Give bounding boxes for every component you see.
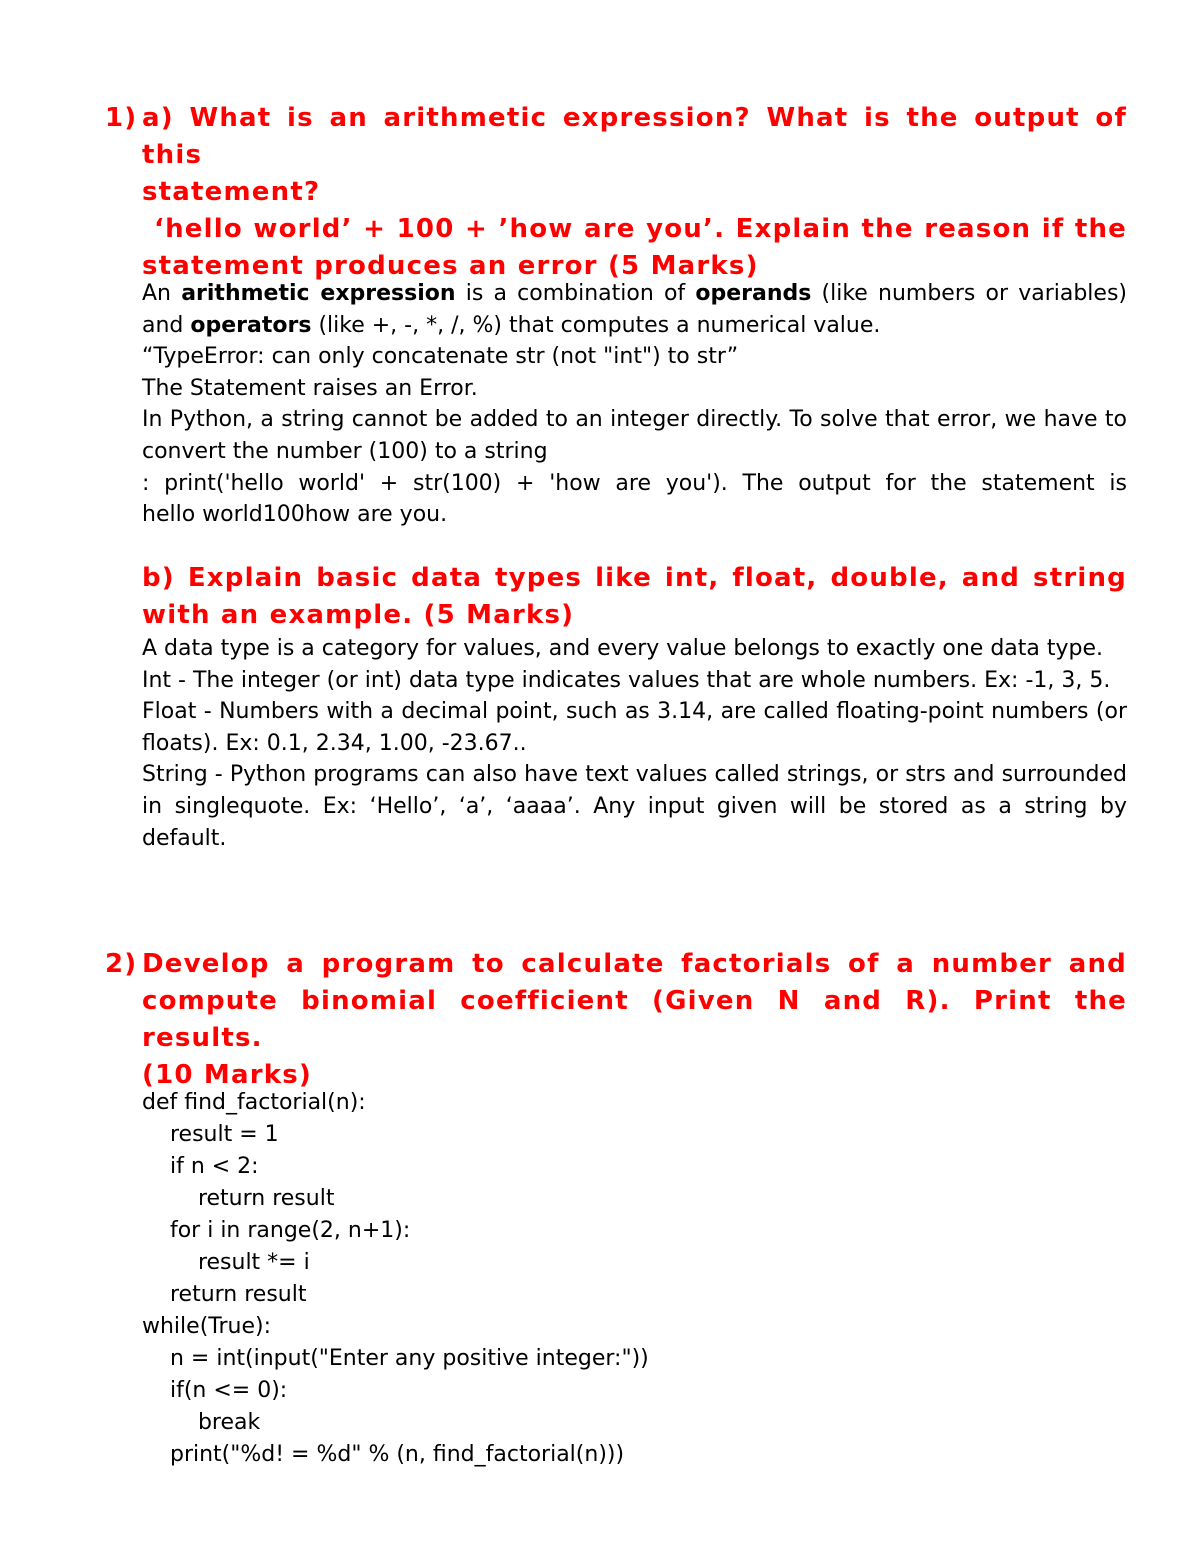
term-operands: operands <box>695 281 812 306</box>
datatype-int: Int - The integer (or int) data type indicates values that are whole numbers. Ex: -1, 3, 5. <box>142 667 1111 693</box>
output-text: hello world100how are you. <box>142 502 448 528</box>
code-line: def find_factorial(n): <box>142 1090 366 1115</box>
fix-line: : print('hello world' + str(100) + 'how are you'). The output for the statement is <box>142 470 1127 496</box>
raises-error-text: The Statement raises an Error. <box>142 375 478 401</box>
question-line: a) What is an arithmetic expression? What is the output of this <box>142 103 1127 170</box>
question-1a <box>105 100 1127 285</box>
question-1b: b) Explain basic data types like int, float, double, and string with an example. (5 Marks) <box>142 563 1127 630</box>
code-line: if(n <= 0): <box>142 1378 288 1403</box>
question-number: 2) <box>105 949 138 979</box>
question-line: statement? <box>142 177 321 207</box>
code-line: return result <box>142 1186 335 1211</box>
term-operators: operators <box>190 312 312 338</box>
answer-1a <box>142 278 1127 531</box>
question-line: ‘hello world’ + 100 + ’how are you’. Explain the reason if the <box>154 214 1127 244</box>
question-line: (10 Marks) <box>142 1060 313 1090</box>
code-line: for i in range(2, n+1): <box>142 1218 411 1243</box>
question-line: Develop a program to calculate factorials of a number and <box>142 949 1127 979</box>
code-line: return result <box>142 1282 307 1307</box>
code-line: while(True): <box>142 1314 272 1339</box>
datatype-intro: A data type is a category for values, and every value belongs to exactly one data type. <box>142 636 1104 661</box>
question-line: compute binomial coefficient (Given N and R). Print the results. <box>142 986 1127 1053</box>
code-line: result = 1 <box>142 1122 279 1147</box>
term-arithmetic-expression: arithmetic expression <box>181 281 456 306</box>
code-line: n = int(input("Enter any positive integer:")) <box>142 1346 649 1371</box>
answer-definition: An arithmetic expression is a combination of operands (like numbers or variables) and operators (like +, -, *, /, %) that computes a numerical value. <box>142 281 1128 338</box>
code-line: break <box>142 1410 261 1435</box>
code-line: result *= i <box>142 1250 310 1275</box>
question-number: 1) <box>105 103 138 133</box>
explanation-text: In Python, a string cannot be added to an integer directly. To solve that error, we have to convert the number (100) to a string <box>142 407 1127 464</box>
code-block <box>142 1087 1127 1471</box>
datatype-string: String - Python programs can also have text values called strings, or strs and surrounded in singlequote. Ex: ‘Hello’, ‘a’, ‘aaaa’. Any input given will be stored as a string by default. <box>142 762 1127 851</box>
question-2 <box>105 946 1127 1094</box>
question-line: statement produces an error (5 Marks) <box>142 251 759 281</box>
error-message: “TypeError: can only concatenate str (not "int") to str” <box>142 344 739 370</box>
code-line: print("%d! = %d" % (n, find_factorial(n))) <box>142 1442 625 1467</box>
answer-1b <box>142 633 1127 854</box>
code-line: if n < 2: <box>142 1154 259 1179</box>
datatype-float: Float - Numbers with a decimal point, such as 3.14, are called floating-point numbers (or floats). Ex: 0.1, 2.34, 1.00, -23.67.. <box>142 699 1127 756</box>
